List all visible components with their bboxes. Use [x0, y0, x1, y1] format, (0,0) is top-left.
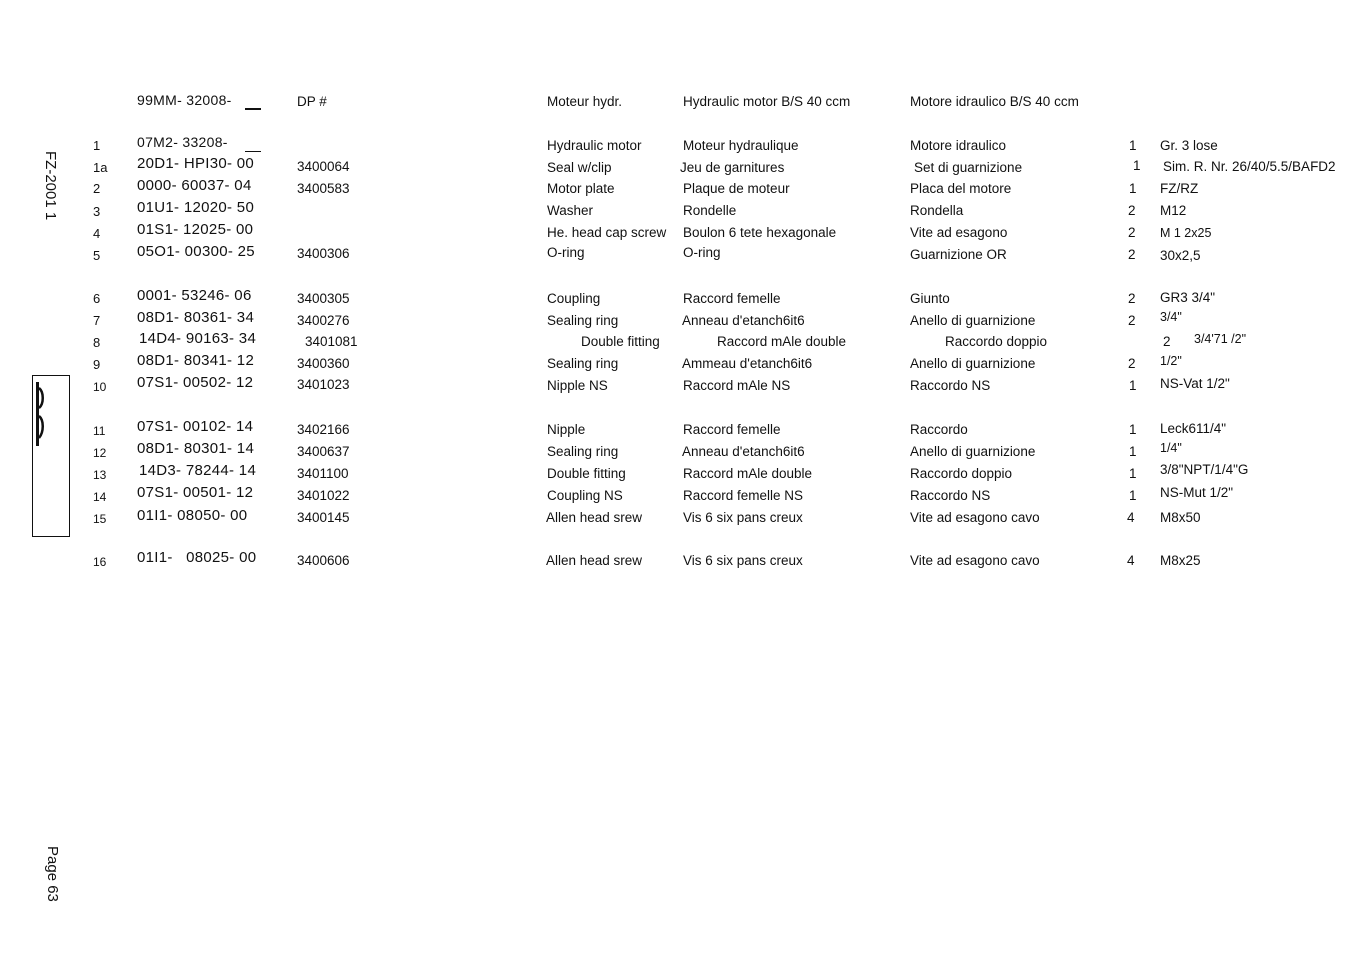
- row-dp-number: 3400306: [297, 246, 350, 261]
- row-desc-en: Washer: [547, 203, 594, 218]
- row-desc-fr: Raccord mAle NS: [683, 378, 791, 393]
- row-part-number: 01U1- 12020- 50: [137, 199, 255, 216]
- row-desc-fr: Raccord femelle NS: [683, 488, 804, 503]
- row-desc-en: Coupling NS: [547, 488, 623, 503]
- row-desc-fr: Moteur hydraulique: [683, 138, 799, 153]
- row-part-number: 07S1- 00502- 12: [137, 374, 254, 391]
- row-note: GR3 3/4": [1160, 290, 1216, 305]
- row-desc-fr: Ammeau d'etanch6it6: [682, 356, 813, 371]
- row-position: 8: [93, 335, 101, 350]
- row-desc-it: Anello di guarnizione: [910, 313, 1036, 328]
- row-desc-it: Placa del motore: [910, 181, 1012, 196]
- row-desc-fr: Vis 6 six pans creux: [683, 510, 803, 525]
- row-desc-en: Sealing ring: [547, 444, 619, 459]
- row-quantity: 2: [1128, 247, 1136, 262]
- row-position: 7: [93, 313, 101, 328]
- row-quantity: 1: [1129, 181, 1137, 196]
- row-note: Sim. R. Nr. 26/40/5.5/BAFD2: [1163, 159, 1336, 174]
- row-dp-number: 3400637: [297, 444, 350, 459]
- row-desc-en: He. head cap screw: [547, 225, 667, 240]
- row-quantity: 2: [1128, 225, 1136, 240]
- row-note: NS-Vat 1/2": [1160, 376, 1230, 391]
- row-desc-it: Raccordo doppio: [910, 466, 1013, 481]
- row-dp-number: 3402166: [297, 422, 350, 437]
- row-desc-en: O-ring: [547, 245, 585, 260]
- row-desc-fr: Raccord femelle: [683, 291, 781, 306]
- row-desc-en: Allen head srew: [546, 553, 643, 568]
- row-desc-en: Nipple NS: [547, 378, 608, 393]
- row-part-number: 07S1- 00102- 14: [137, 418, 254, 435]
- row-desc-fr: Anneau d'etanch6it6: [682, 313, 805, 328]
- row-dp-number: 3400583: [297, 181, 350, 196]
- row-quantity: 1: [1129, 488, 1137, 503]
- row-position: 16: [93, 555, 107, 569]
- row-desc-it: Anello di guarnizione: [910, 444, 1036, 459]
- row-desc-fr: Jeu de garnitures: [680, 160, 785, 175]
- row-part-number: 08D1- 80341- 12: [137, 352, 255, 369]
- row-desc-fr: Plaque de moteur: [683, 181, 790, 196]
- row-position: 12: [93, 446, 107, 460]
- row-part-number: 08D1- 80361- 34: [137, 309, 255, 326]
- row-part-number: 08D1- 80301- 14: [137, 440, 255, 457]
- row-position: 1a: [93, 160, 108, 175]
- row-dp-number: 3401100: [297, 466, 349, 481]
- row-quantity: 4: [1127, 510, 1135, 525]
- row-desc-en: Double fitting: [547, 466, 626, 481]
- row-quantity: 1: [1129, 444, 1137, 459]
- row-position: 13: [93, 468, 107, 482]
- row-quantity: 2: [1128, 356, 1136, 371]
- header-dp: DP #: [297, 94, 327, 109]
- row-desc-fr: Vis 6 six pans creux: [683, 553, 803, 568]
- row-note: 30x2,5: [1160, 248, 1201, 263]
- row-part-number: 01S1- 12025- 00: [137, 221, 254, 238]
- row-note: 3/4": [1160, 310, 1182, 324]
- header-english-title: Hydraulic motor B/S 40 ccm: [683, 94, 851, 109]
- row-desc-en: Hydraulic motor: [547, 138, 642, 153]
- row-desc-en: Double fitting: [581, 334, 660, 349]
- row-desc-it: Set di guarnizione: [914, 160, 1023, 175]
- row-part-number: 07S1- 00501- 12: [137, 484, 254, 501]
- row-part-number: 0000- 60037- 04: [137, 177, 252, 194]
- header-part-number: 99MM- 32008-: [137, 92, 232, 108]
- row-desc-en: Coupling: [547, 291, 601, 306]
- row-desc-it: Raccordo doppio: [945, 334, 1048, 349]
- row-desc-en: Motor plate: [547, 181, 615, 196]
- row-quantity: 1: [1129, 138, 1137, 153]
- row-dp-number: 3401022: [297, 488, 350, 503]
- row-quantity: 2: [1128, 203, 1136, 218]
- section-tab-mark: [36, 382, 44, 446]
- row-note: 3/4'71 /2": [1194, 332, 1247, 346]
- row-position: 9: [93, 357, 101, 372]
- row-desc-it: Vite ad esagono cavo: [910, 553, 1040, 568]
- row-part-number: 07M2- 33208-: [137, 134, 228, 150]
- row-note: NS-Mut 1/2": [1160, 485, 1234, 500]
- row-dp-number: 3400064: [297, 159, 350, 174]
- row-desc-it: Raccordo NS: [910, 488, 991, 503]
- row-note: M12: [1160, 203, 1187, 218]
- row-desc-it: Giunto: [910, 291, 950, 306]
- row-desc-it: Raccordo: [910, 422, 968, 437]
- row-part-dash: [245, 151, 261, 152]
- header-french-title: Moteur hydr.: [547, 94, 623, 109]
- row-quantity: 1: [1129, 466, 1137, 481]
- row-quantity: 2: [1128, 313, 1136, 328]
- row-desc-fr: Anneau d'etanch6it6: [682, 444, 805, 459]
- row-desc-fr: O-ring: [683, 245, 721, 260]
- row-desc-fr: Boulon 6 tete hexagonale: [683, 225, 837, 240]
- row-dp-number: 3401081: [305, 334, 358, 349]
- row-quantity: 2: [1128, 291, 1136, 306]
- row-desc-en: Allen head srew: [546, 510, 643, 525]
- row-note: M8x25: [1160, 553, 1201, 568]
- row-position: 2: [93, 181, 101, 196]
- row-note: 3/8"NPT/1/4"G: [1160, 462, 1249, 477]
- row-part-number: 01I1- 08050- 00: [137, 507, 248, 524]
- row-desc-en: Sealing ring: [547, 313, 619, 328]
- row-position: 1: [93, 138, 101, 153]
- row-desc-it: Motore idraulico: [910, 138, 1007, 153]
- row-dp-number: 3400276: [297, 313, 350, 328]
- row-dp-number: 3401023: [297, 377, 350, 392]
- row-desc-fr: Raccord mAle double: [717, 334, 847, 349]
- row-part-number: 01I1- 08025- 00: [137, 549, 257, 566]
- row-desc-it: Rondella: [910, 203, 964, 218]
- row-part-number: 0001- 53246- 06: [137, 287, 252, 304]
- row-desc-fr: Raccord mAle double: [683, 466, 813, 481]
- row-part-number: 20D1- HPI30- 00: [137, 155, 255, 172]
- row-note: M8x50: [1160, 510, 1201, 525]
- row-quantity: 1: [1133, 158, 1141, 173]
- row-desc-fr: Rondelle: [683, 203, 737, 218]
- row-position: 11: [93, 424, 106, 438]
- row-position: 14: [93, 490, 107, 504]
- row-desc-en: Sealing ring: [547, 356, 619, 371]
- row-desc-en: Nipple: [547, 422, 586, 437]
- document-code: FZ-2001 1: [42, 151, 59, 221]
- row-dp-number: 3400606: [297, 553, 350, 568]
- row-note: FZ/RZ: [1160, 181, 1199, 196]
- row-quantity: 2: [1163, 334, 1171, 349]
- row-desc-en: Seal w/clip: [547, 160, 612, 175]
- row-note: Gr. 3 lose: [1160, 138, 1218, 153]
- row-note: M 1 2x25: [1160, 226, 1212, 240]
- row-desc-it: Vite ad esagono cavo: [910, 510, 1040, 525]
- row-desc-fr: Raccord femelle: [683, 422, 781, 437]
- row-dp-number: 3400145: [297, 510, 350, 525]
- row-position: 6: [93, 291, 101, 306]
- row-note: 1/2": [1160, 354, 1182, 368]
- row-quantity: 1: [1129, 378, 1137, 393]
- row-dp-number: 3400360: [297, 356, 350, 371]
- row-position: 4: [93, 226, 101, 241]
- row-desc-it: Vite ad esagono: [910, 225, 1008, 240]
- row-desc-it: Anello di guarnizione: [910, 356, 1036, 371]
- header-italian-title: Motore idraulico B/S 40 ccm: [910, 94, 1079, 109]
- row-note: 1/4": [1160, 441, 1182, 455]
- row-desc-it: Raccordo NS: [910, 378, 991, 393]
- row-part-number: 14D3- 78244- 14: [139, 462, 257, 479]
- row-quantity: 1: [1129, 422, 1137, 437]
- row-quantity: 4: [1127, 553, 1135, 568]
- section-tab: [32, 375, 70, 537]
- page-number: Page 63: [44, 846, 61, 902]
- header-part-dash: [245, 108, 261, 110]
- row-part-number: 05O1- 00300- 25: [137, 243, 255, 260]
- row-position: 3: [93, 204, 101, 219]
- row-note: Leck611/4": [1160, 421, 1227, 436]
- row-position: 10: [93, 380, 107, 394]
- row-desc-it: Guarnizione OR: [910, 247, 1007, 262]
- row-dp-number: 3400305: [297, 291, 350, 306]
- row-position: 5: [93, 248, 101, 263]
- row-position: 15: [93, 512, 107, 526]
- row-part-number: 14D4- 90163- 34: [139, 330, 257, 347]
